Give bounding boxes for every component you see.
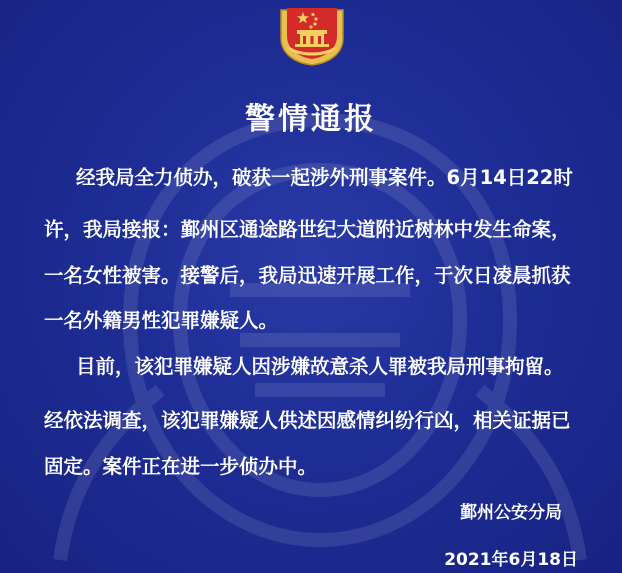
notice-line-3: 一名女性被害。接警后，我局迅速开展工作，于次日凌晨抓获 [44,264,571,287]
notice-title: 警情通报 [245,102,377,137]
notice-line-4: 一名外籍男性犯罪嫌疑人。 [44,309,279,332]
notice-line-5: 目前，该犯罪嫌疑人因涉嫌故意杀人罪被我局刑事拘留。 [76,355,564,378]
notice-line-1: 经我局全力侦办，破获一起涉外刑事案件。6月14日22时 [76,166,573,189]
notice-line-2: 许，我局接报：鄞州区通途路世纪大道附近树林中发生命案， [44,218,571,241]
notice-line-6: 经依法调查，该犯罪嫌疑人供述因感情纠纷行凶，相关证据已 [44,409,571,432]
notice-signature: 鄞州公安分局 [460,503,562,523]
notice-date: 2021年6月18日 [444,550,578,570]
police-emblem-icon [273,0,351,66]
notice-line-7: 固定。案件正在进一步侦办中。 [44,455,318,478]
